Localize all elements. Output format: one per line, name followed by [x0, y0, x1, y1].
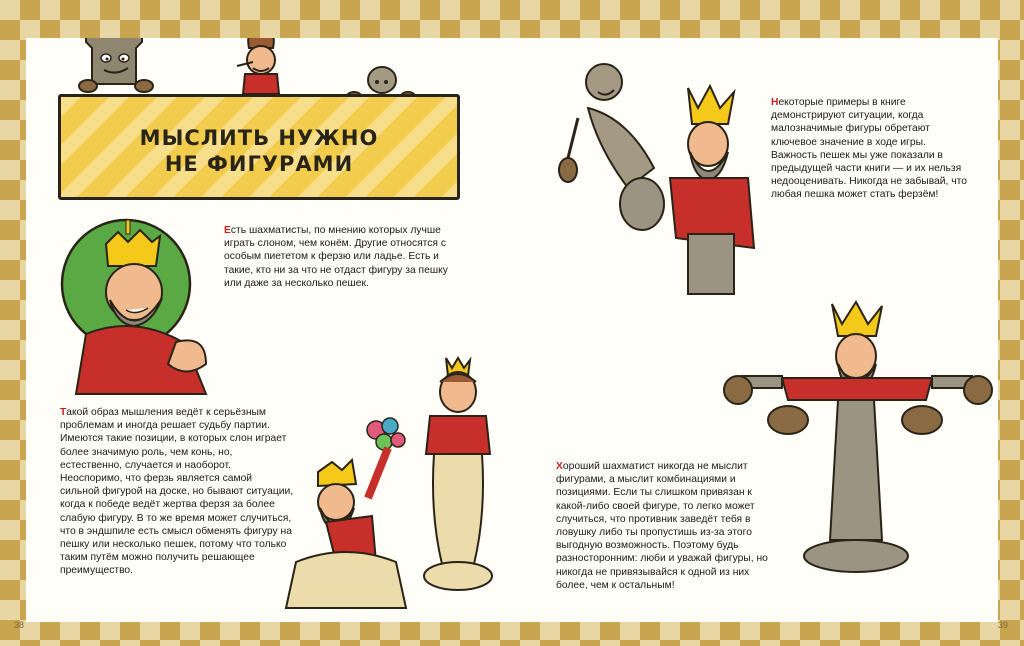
chapter-title-banner	[58, 94, 460, 200]
page-number-right: 39	[998, 620, 1009, 630]
chapter-title	[61, 125, 457, 177]
page-number-left: 38	[14, 620, 25, 630]
book-spread	[26, 38, 998, 622]
paragraph-4-body: ороший шахматист никогда не мыслит фигурами, а мыслит комбинациями и позициями. Если ты слишком привязан к какой-либо своей фигуре, то легко может случиться, что противник заведёт тебя в ловушку либо ты пропустишь из-за этого выгодную возможность. Поэтому будь разносторонним: люби и уважай фигуры, но никогда не привязывайся к одной из них более, чем к остальным!	[556, 461, 768, 591]
paragraph-2	[60, 406, 294, 578]
chapter-title-line-1: МЫСЛИТЬ НУЖНО	[139, 126, 379, 150]
drop-cap: Н	[771, 97, 779, 108]
paragraph-3	[771, 96, 967, 202]
bishop-character-illustration	[231, 38, 291, 96]
king-medallion-illustration	[56, 214, 226, 404]
paragraph-4	[556, 460, 774, 592]
paragraph-3-body: екоторые примеры в книге демонстрируют ситуации, когда малозначимые фигуры обретают ключевое значение в ходе игры. Важность пешек мы уже показали в предыдущей части книги — и их нельзя недооценивать. Никогда не забывай, что любая пешка может стать ферзём!	[771, 97, 967, 201]
queen-character-illustration	[412, 354, 502, 604]
drop-cap: Х	[556, 461, 563, 472]
chapter-title-line-2: НЕ ФИГУРАМИ	[164, 152, 354, 176]
drop-cap: Е	[224, 225, 231, 236]
pawn-carrying-king-illustration	[558, 58, 758, 308]
paragraph-1-body: сть шахматисты, по мнению которых лучше играть слоном, чем конём. Другие относятся с особым пиететом к ферзю или ладье. Есть и такие, кто ни за что не отдаст фигуру за пешку или даже за несколько пешек.	[224, 225, 448, 289]
paragraph-2-body: акой образ мышления ведёт к серьёзным проблемам и иногда решает судьбу партии. Имеются такие позиции, в которых слон играет более значимую роль, чем конь, но, естественно, случается и наоборот. Неоспоримо, что ферзь является самой сильной фигурой на доске, но бывают ситуации, когда к победе ведёт жертва ферзя за более слабую фигуру. В то же время может случиться, что в эндшпиле есть смысл обменять фигуру на пешку или несколько пешек, потому что только таким путём можно получить решающее преимущество.	[60, 407, 294, 577]
paragraph-1	[224, 224, 456, 290]
drop-cap: Т	[60, 407, 67, 418]
